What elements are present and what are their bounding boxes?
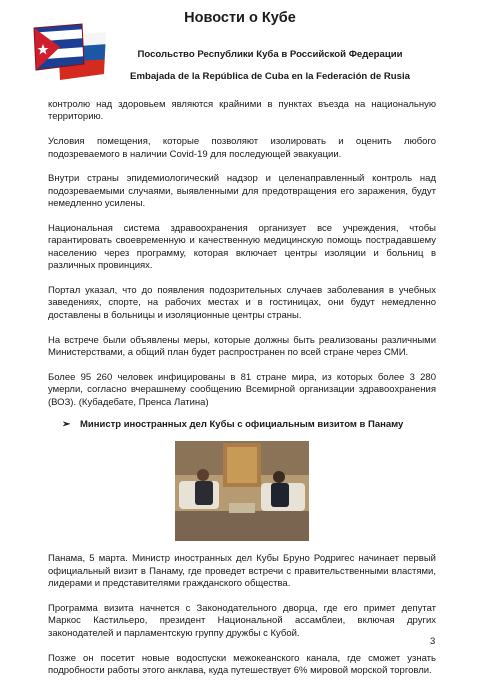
page-header [0, 0, 480, 100]
article2-heading [62, 419, 436, 431]
embassy-name-spanish: Embajada de la República de Cuba en la Federación de Rusia [130, 71, 410, 82]
page-number: 3 [430, 636, 436, 647]
article1-paragraph: Национальная система здравоохранения организует все учреждения, чтобы гарантировать своевременную и качественную медицинскую помощь пострадавшему населению через программу, которая включает центры изоляции и больниц в различных провинциях. [48, 223, 436, 272]
article2-heading-text: Министр иностранных дел Кубы с официальным визитом в Панаму [80, 419, 404, 431]
cuba-russia-flag-logo [30, 22, 108, 86]
article1-paragraph: Внутри страны эпидемиологический надзор и целенаправленный контроль над подозреваемыми случаями, выявленными для предотвращения его заражения, будут немедленно усилены. [48, 173, 436, 210]
article1-paragraph: контролю над здоровьем являются крайними в пунктах въезда на национальную территорию. [48, 99, 436, 123]
article1-paragraph: Условия помещения, которые позволяют изолировать и оценить любого подозреваемого в наличии Covid-19 для последующей эвакуации. [48, 136, 436, 160]
newsletter-title: Новости о Кубе [184, 10, 296, 26]
article-body [48, 99, 436, 686]
arrow-bullet-icon: ➢ [62, 419, 71, 431]
article2-paragraph: Панама, 5 марта. Министр иностранных дел Кубы Бруно Родригес начинает первый официальный визит в Панаму, где проведет встречи с правительственными властями, лидерами и представителями гражданского общества. [48, 553, 436, 590]
article2-paragraph: Позже он посетит новые водоспуски межокеанского канала, где сможет узнать подробности работы этого анклава, куда путешествует 6% мировой морской торговли. [48, 652, 436, 677]
meeting-photo [175, 441, 309, 541]
embassy-name-russian: Посольство Республики Куба в Российской Федерации [137, 49, 403, 60]
article1-paragraph: Портал указал, что до появления подозрительных случаев заболевания в учебных заведениях, спорте, на рабочих местах и в гостиницах, они будут немедленно доставлены в больницы и изоляционные центры страны. [48, 285, 436, 321]
article1-paragraph: На встрече были объявлены меры, которые должны быть реализованы различными Министерствами, а общий план будет распространен по всей стране через СМИ. [48, 334, 436, 359]
article1-paragraph: Более 95 260 человек инфицированы в 81 стране мира, из которых более 3 280 умерли, согласно вчерашнему сообщению Всемирной организации здравоохранения (ВОЗ). (Кубадебате, Пренса Латина) [48, 371, 436, 408]
article2-paragraph: Программа визита начнется с Законодательного дворца, где его примет депутат Маркос Кастильеро, президент Национальной ассамблеи, включая других законодателей и парламентскую группу дружбы с Кубой. [48, 603, 436, 639]
